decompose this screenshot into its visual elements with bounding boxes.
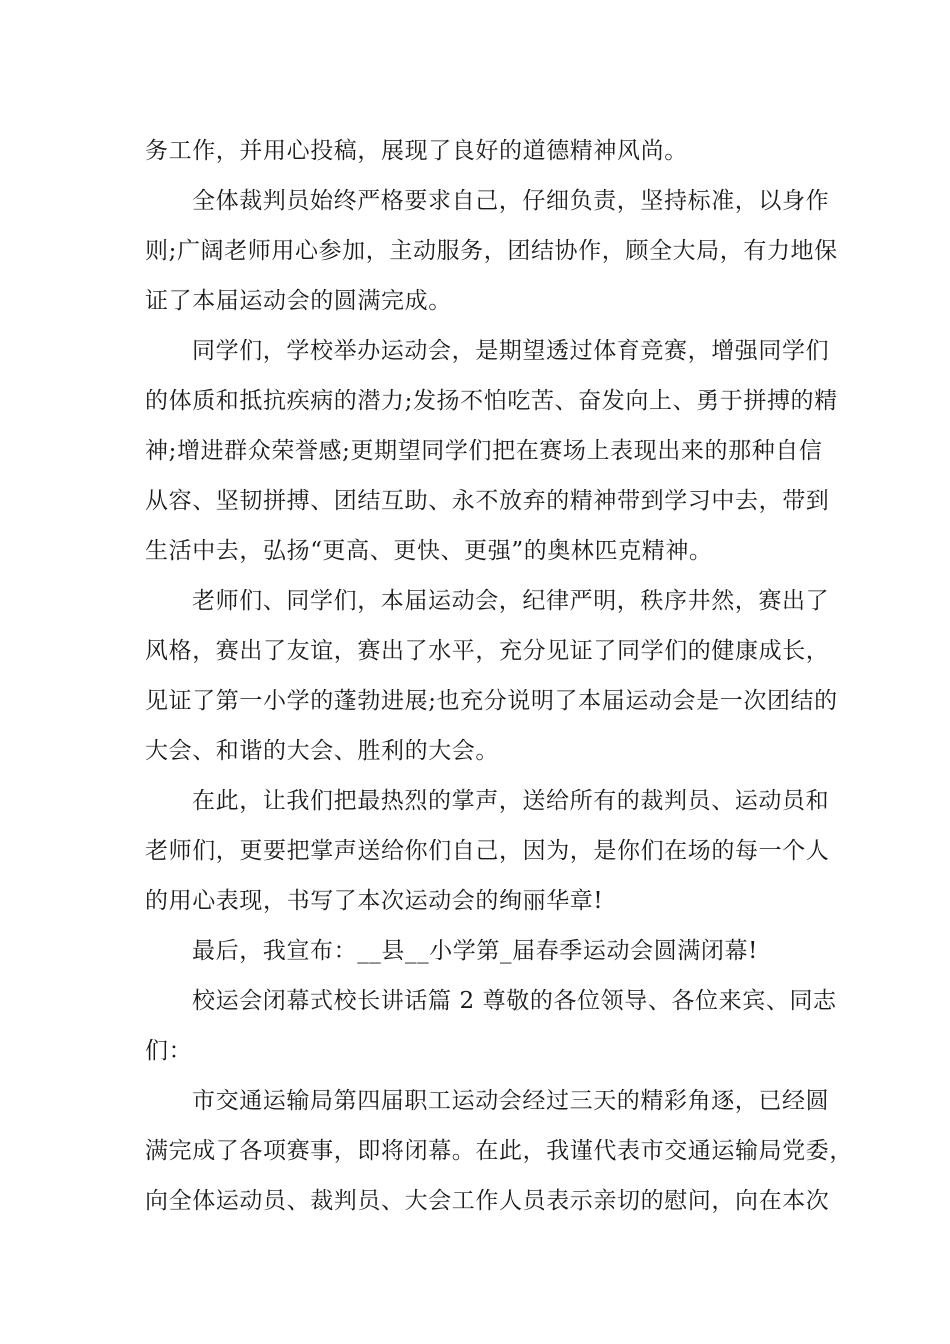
text-line: 神;增进群众荣誉感;更期望同学们把在赛场上表现出来的那种自信 bbox=[145, 438, 823, 464]
text-line: 的体质和抵抗疾病的潜力;发扬不怕吃苦、奋发向上、勇于拼搏的精 bbox=[145, 388, 838, 414]
text-line: 老师们，更要把掌声送给你们自己，因为，是你们在场的每一个人 bbox=[145, 838, 830, 864]
text-line: 见证了第一小学的蓬勃进展;也充分说明了本届运动会是一次团结的 bbox=[145, 688, 838, 714]
text-line: 的用心表现，书写了本次运动会的绚丽华章! bbox=[145, 888, 604, 914]
text-line: 在此，让我们把最热烈的掌声，送给所有的裁判员、运动员和 bbox=[192, 788, 830, 814]
text-line: 大会、和谐的大会、胜利的大会。 bbox=[145, 738, 499, 764]
text-line: 满完成了各项赛事，即将闭幕。在此，我谨代表市交通运输局党委， bbox=[145, 1138, 853, 1164]
text-line: 最后，我宣布：__县__小学第_届春季运动会圆满闭幕! bbox=[192, 938, 758, 964]
text-line: 则;广阔老师用心参加，主动服务，团结协作，顾全大局，有力地保 bbox=[145, 238, 838, 264]
text-line: 风格，赛出了友谊，赛出了水平，充分见证了同学们的健康成长， bbox=[145, 638, 830, 664]
text-line: 校运会闭幕式校长讲话篇 2 尊敬的各位领导、各位来宾、同志 bbox=[192, 988, 837, 1014]
text-line: 生活中去，弘扬“更高、更快、更强”的奥林匹克精神。 bbox=[145, 538, 713, 564]
text-line: 务工作，并用心投稿，展现了良好的道德精神风尚。 bbox=[145, 138, 688, 164]
text-line: 证了本届运动会的圆满完成。 bbox=[145, 288, 452, 314]
text-line: 老师们、同学们，本届运动会，纪律严明，秩序井然，赛出了 bbox=[192, 588, 830, 614]
text-line: 市交通运输局第四届职工运动会经过三天的精彩角逐，已经圆 bbox=[192, 1088, 830, 1114]
text-line: 向全体运动员、裁判员、大会工作人员表示亲切的慰问，向在本次 bbox=[145, 1188, 830, 1214]
text-line: 同学们，学校举办运动会，是期望透过体育竞赛，增强同学们 bbox=[192, 338, 830, 364]
text-line: 全体裁判员始终严格要求自己，仔细负责，坚持标准，以身作 bbox=[192, 188, 830, 214]
text-line: 从容、坚韧拼搏、团结互助、永不放弃的精神带到学习中去，带到 bbox=[145, 488, 830, 514]
text-line: 们： bbox=[145, 1038, 193, 1064]
